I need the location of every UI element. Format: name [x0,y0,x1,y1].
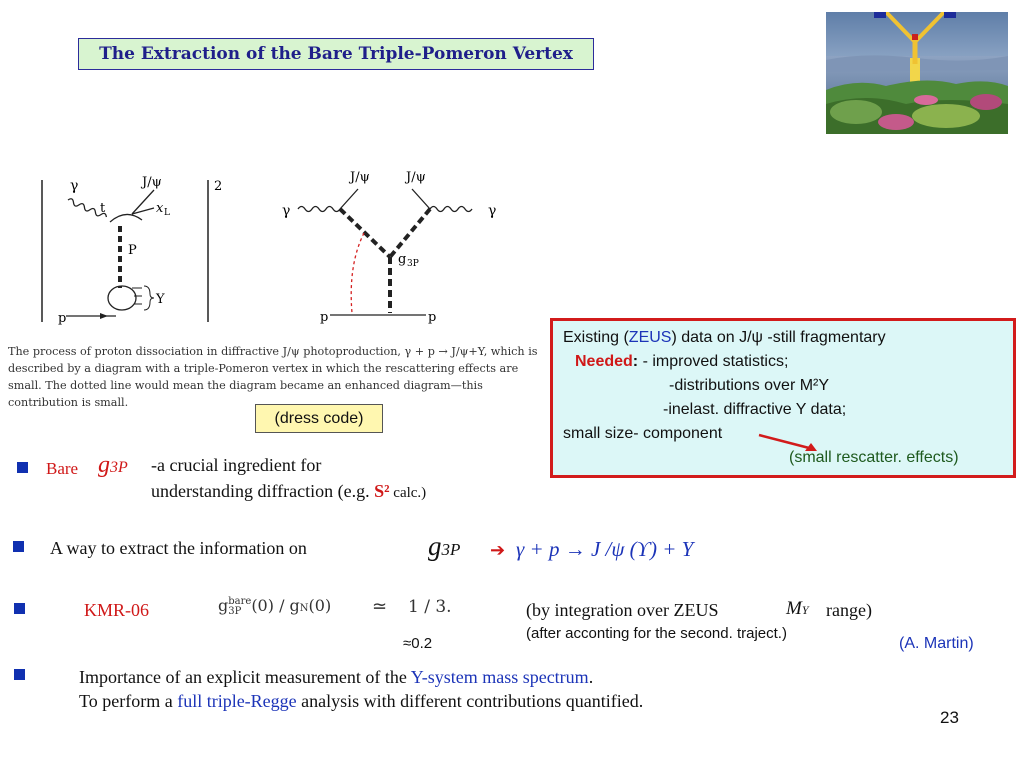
left-jpsi-label: J/ψ [142,175,162,190]
left-xl-sub: L [164,208,170,218]
martin-ref: (A. Martin) [899,635,974,652]
formula-approx: ≃ [372,596,388,616]
page-number: 23 [940,708,959,727]
right-jpsi-right-label: J/ψ [406,170,426,185]
bullet-icon [14,669,25,680]
zeus-line-1-post: ) data on J/ψ -still fragmentary [671,329,886,346]
kmr-formula [218,596,331,617]
approx-value: ≈0.2 [403,635,433,652]
needed-text: - improved statistics; [638,353,789,370]
bullet-icon [14,603,25,614]
right-diagram-svg [278,165,508,330]
after-accounting-text: (after acconting for the second. traject.) [526,625,787,642]
item4-line-1-pre: Importance of an explicit measurement of the [79,667,411,687]
bullet-icon [13,541,24,552]
range-text: range) [826,600,872,620]
item1-text-2-main: understanding diffraction (e.g. [151,481,375,501]
m-y-symbol [786,598,809,620]
item4-line-1-post: . [588,667,594,687]
zeus-line-1 [563,329,886,347]
left-power-label: 2 [214,179,223,194]
painting-image [826,12,1008,134]
bare-label: Bare [46,459,79,478]
zeus-line-1-pre: Existing ( [563,329,629,346]
formula-rest: (0) / g [251,596,300,615]
item4-line-1-blue: Y-system mass spectrum [410,667,589,687]
item2-formula: γ + p → J /ψ (ϒ) + Y [516,537,694,561]
zeus-line-4: -inelast. diffractive Y data; [663,401,847,418]
left-proton-label: p [58,311,67,326]
needed-label: Needed [575,353,633,370]
right-p-right-label: p [428,310,437,325]
right-vertex-label: g [398,252,407,267]
formula-sup: bare [228,595,252,607]
right-feynman-diagram [278,165,508,330]
item2-text: A way to extract the information on [50,538,307,558]
bare-g-symbol [98,452,128,479]
formula-value: 1 / 3. [408,597,452,617]
formula-sub: 3P [228,605,242,617]
m-sub: Y [801,603,809,617]
slide-title: The Extraction of the Bare Triple-Pomeron Vertex [78,38,594,70]
calc-label: calc.) [389,485,427,501]
m-symbol: M [786,598,802,619]
zeus-line-3: -distributions over M²Y [669,377,830,394]
right-gamma-left-label: γ [282,203,291,219]
item2-g-symbol [428,531,460,562]
right-p-left-label: p [320,310,329,325]
item4-line-2-blue: full triple-Regge [177,691,297,711]
right-vertex-sub: 3P [407,259,419,269]
item2-g-sub: 3P [441,540,461,559]
formula-n-sub: N [299,603,309,614]
zeus-line-2 [575,353,788,371]
dress-code-label: (dress code) [255,404,383,433]
formula-g: g [218,596,229,615]
diagram-caption: The process of proton dissociation in diffractive J/ψ photoproduction, γ + p → J/ψ+Y, which is described by a diagram with a triple-Pomeron vertex in which the rescattering effects are small. The dotted line would mean the diagram became an enhanced diagram—this contribution is small. [8,345,538,409]
zeus-data-box [550,318,1016,478]
left-xl-label: x [156,201,164,216]
left-feynman-diagram [36,170,246,330]
right-gamma-right-label: γ [488,203,497,219]
item4-line-2 [79,691,643,712]
item2-g: g [428,531,442,561]
left-diagram-svg [36,170,246,330]
s2-label: S² [374,481,390,501]
zeus-link-text: ZEUS [628,329,672,346]
item1-text-2 [151,481,426,502]
painting-svg [826,12,1008,134]
left-gamma-label: γ [70,178,79,194]
bare-g: g [98,452,110,478]
formula-end: (0) [308,596,332,615]
bare-g-sub: 3P [110,459,128,476]
arrow-right-icon: ➔ [490,540,506,560]
formula-script [228,597,251,617]
kmr-label: KMR-06 [84,600,150,620]
item4-line-2-pre: To perform a [79,691,178,711]
left-pomeron-label: P [128,243,137,258]
right-jpsi-left-label: J/ψ [350,170,370,185]
zeus-line-5: small size- component [563,425,723,442]
left-y-label: Y [156,292,165,307]
item1-text-1: -a crucial ingredient for [151,455,322,475]
item4-line-1 [79,667,593,688]
item4-line-2-post: analysis with different contributions quantified. [296,691,644,711]
needed-colon: : [632,353,639,370]
zeus-line-6: (small rescatter. effects) [789,449,959,466]
by-integration-text: (by integration over ZEUS [526,600,719,620]
bullet-icon [17,462,28,473]
left-t-label: t [100,201,106,216]
